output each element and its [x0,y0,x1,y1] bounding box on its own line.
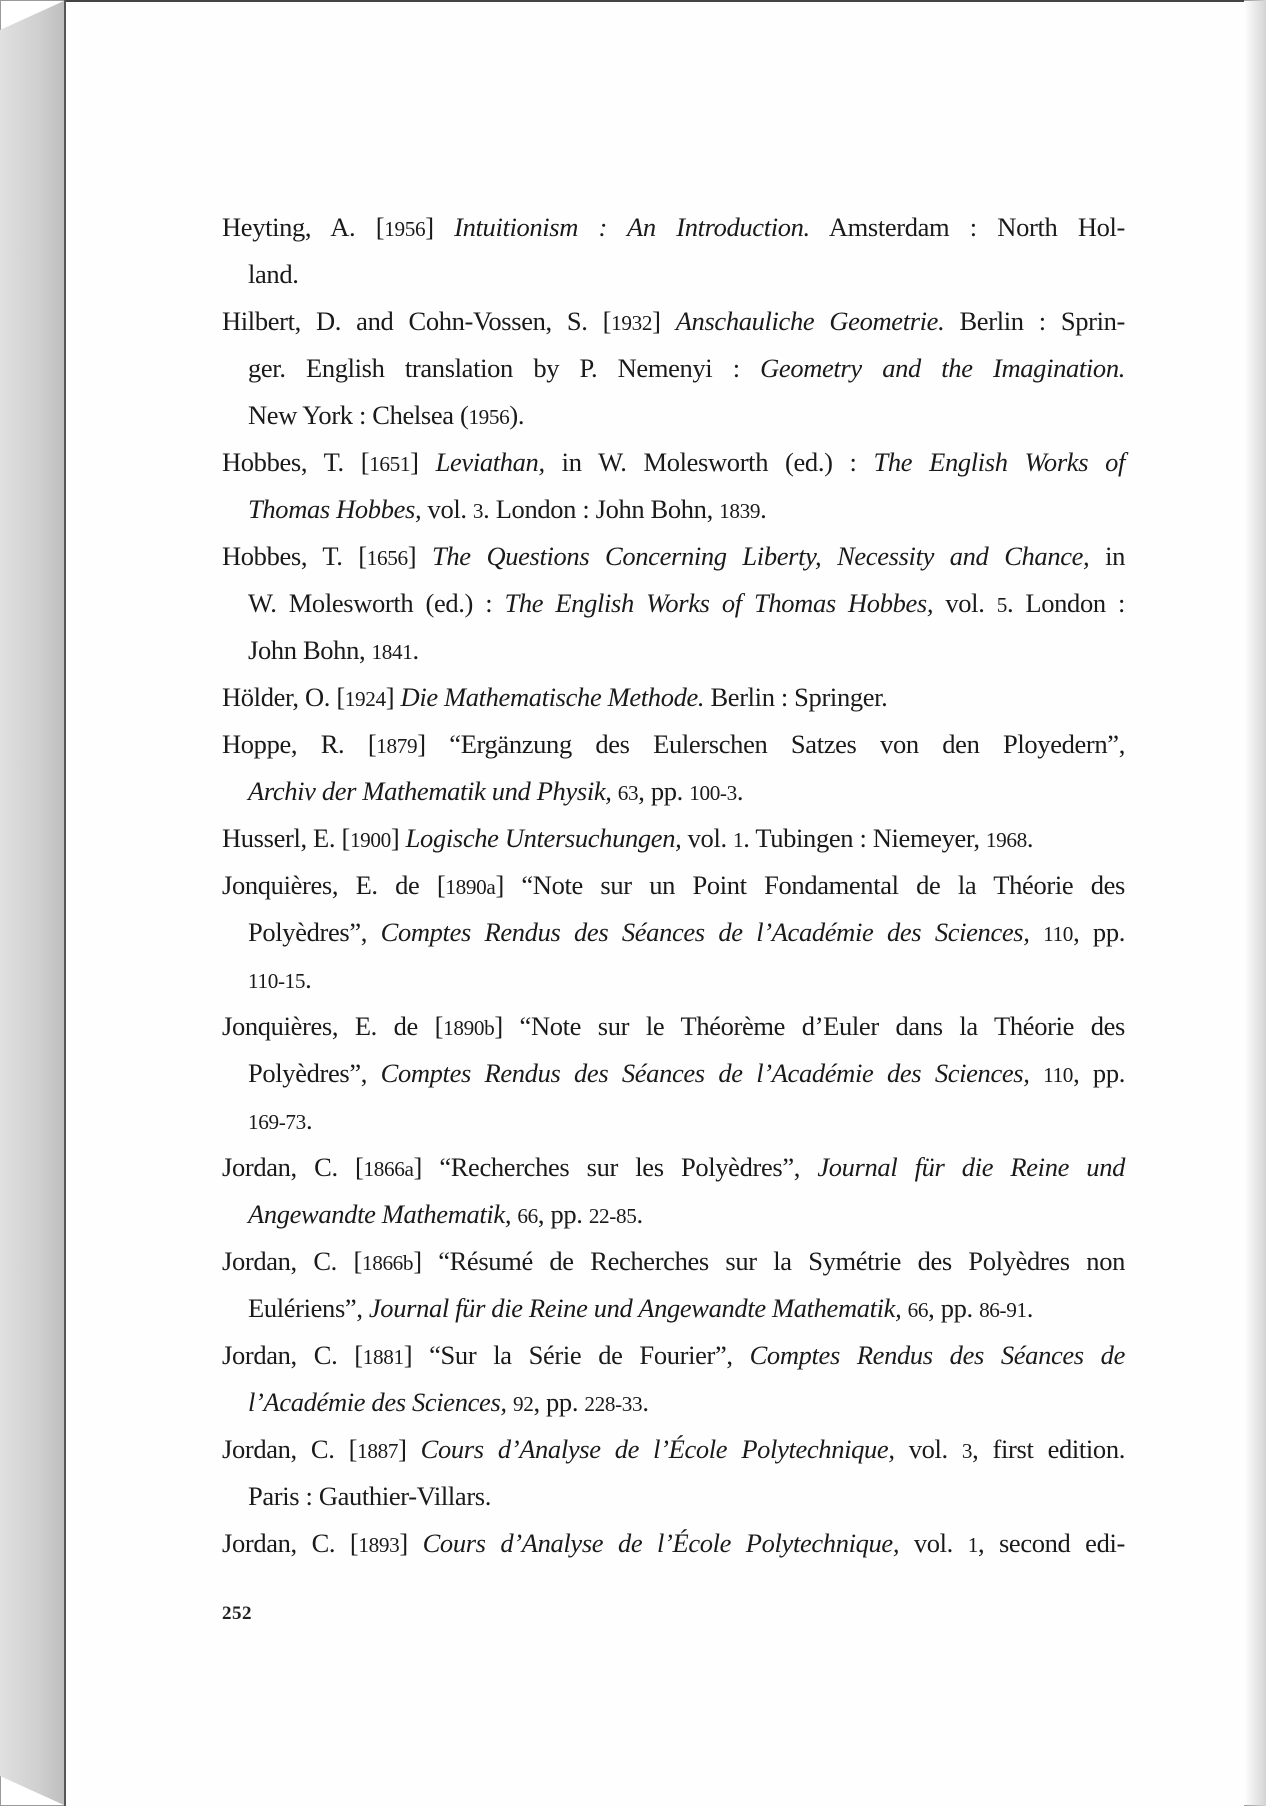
entry-text: Jordan, C. [ [222,1340,363,1370]
numeral-text: 1968 [985,828,1027,852]
numeral-text: 110-15 [248,969,306,993]
italic-title: Geometry and the Imagination. [760,353,1125,383]
bibliography-entry [222,533,1125,674]
entry-text: ] [390,823,406,853]
bibliography-entry [222,862,1125,1003]
entry-line [222,580,1125,627]
entry-line [222,627,1125,674]
entry-text: vol. [421,494,473,524]
entry-text: Jordan, C. [ [222,1434,358,1464]
entry-text: Jordan, C. [ [222,1528,359,1558]
entry-line [222,956,1125,1003]
entry-text: . [642,1387,649,1417]
italic-title: Comptes Rendus des Séances de l’Académie des Sciences, [380,917,1030,947]
entry-text: Eulériens”, [248,1293,369,1323]
entry-text: ] [398,1434,421,1464]
entry-text: , second edi- [977,1528,1125,1558]
entry-line [222,1097,1125,1144]
entry-text: . [636,1199,643,1229]
entry-text: , pp. [928,1293,980,1323]
numeral-text: 110 [1043,1063,1074,1087]
entry-line [222,1003,1125,1050]
italic-title: Anschauliche Geometrie. [675,306,945,336]
italic-title: The English Works of Thomas Hobbes, [504,588,934,618]
entry-text: . [412,635,419,665]
entry-line [222,1379,1125,1426]
entry-text: land. [248,259,299,289]
numeral-text: 1890a [445,875,496,899]
entry-text: , pp. [638,776,690,806]
bibliography-entry [222,1144,1125,1238]
numeral-text: 1924 [344,687,386,711]
entry-line [222,486,1125,533]
entry-text: W. Molesworth (ed.) : [248,588,505,618]
entry-text: . [1026,1293,1034,1323]
entry-text: . [736,776,744,806]
bibliography-entry [222,1238,1125,1332]
entry-text: ] [399,1528,423,1558]
italic-title: Angewandte Mathematik, [248,1199,512,1229]
page-edge-shadow [1244,0,1266,1806]
entry-text: John Bohn, [248,635,372,665]
entry-text: ] [652,306,676,336]
entry-text: ] [407,541,432,571]
entry-text: ] “Recherches sur les Polyèdres”, [413,1152,818,1182]
entry-text: Hilbert, D. and Cohn-Vossen, S. [ [222,306,612,336]
italic-title: The English Works of [873,447,1126,477]
entry-line [222,768,1125,815]
entry-text: Berlin : Sprin- [944,306,1126,336]
entry-text: vol. [899,1528,968,1558]
entry-text: , pp. [1073,1058,1125,1088]
entry-line [222,815,1125,862]
entry-text: Amsterdam : North Hol- [809,212,1126,242]
numeral-text: 66 [907,1298,929,1322]
italic-title: Cours d’Analyse de l’École Polytechnique, [420,1434,895,1464]
italic-title: Archiv der Mathematik und Physik, [248,776,612,806]
numeral-text: 1890b [443,1016,495,1040]
bibliography-entry [222,815,1125,862]
italic-title: Leviathan, [435,447,545,477]
entry-text: in [1089,541,1125,571]
book-spine [0,0,66,1806]
entry-text: . [305,964,312,994]
entry-text: Hobbes, T. [ [222,447,370,477]
bibliography-entry [222,298,1125,439]
bibliography-entry [222,674,1125,721]
numeral-text: 1866a [363,1157,414,1181]
entry-text: . Tubingen : Niemeyer, [743,823,986,853]
entry-line [222,204,1125,251]
numeral-text: 1656 [366,546,408,570]
entry-line [222,392,1125,439]
entry-text: vol. [933,588,997,618]
bibliography-entry [222,204,1125,298]
entry-text: Hölder, O. [ [222,682,345,712]
numeral-text: 92 [512,1392,534,1416]
entry-text: ). [509,400,525,430]
entry-text: Jordan, C. [ [222,1152,364,1182]
bibliography-entry [222,1003,1125,1144]
numeral-text: 1881 [362,1345,404,1369]
italic-title: Intuitionism : An Introduction. [454,212,810,242]
numeral-text: 86-91 [979,1298,1027,1322]
italic-title: Thomas Hobbes, [248,494,422,524]
entry-text: ] [410,447,436,477]
entry-line [222,1191,1125,1238]
entry-text: Polyèdres”, [248,1058,381,1088]
entry-line [222,251,1125,298]
numeral-text: 1839 [719,499,761,523]
numeral-text: 1956 [468,405,510,429]
entry-line [222,1426,1125,1473]
bibliography-list [222,204,1125,1567]
entry-text: Jonquières, E. de [ [222,1011,444,1041]
entry-text: Husserl, E. [ [222,823,350,853]
italic-title: The Questions Concerning Liberty, Necessity and Chance, [432,541,1090,571]
entry-line [222,862,1125,909]
numeral-text: 22-85 [588,1204,637,1228]
numeral-text: 3 [961,1439,973,1463]
entry-text: Jonquières, E. de [ [222,870,446,900]
entry-text: ] [425,212,455,242]
numeral-text: 1 [733,828,744,852]
entry-line [222,533,1125,580]
numeral-text: 1 [967,1533,978,1557]
entry-text [1030,917,1044,947]
bibliography-entry [222,1426,1125,1520]
italic-title: Die Mathematische Methode. [400,682,705,712]
entry-line [222,674,1125,721]
entry-line [222,909,1125,956]
entry-text: vol. [894,1434,962,1464]
italic-title: l’Académie des Sciences, [248,1387,507,1417]
entry-text: , pp. [1073,917,1125,947]
entry-text: ger. English translation by P. Nemenyi : [248,353,761,383]
entry-line [222,1285,1125,1332]
entry-line [222,721,1125,768]
italic-title: Journal für die Reine und [817,1152,1126,1182]
entry-text: Berlin : Springer. [704,682,888,712]
italic-title: Logische Untersuchungen, [405,823,682,853]
entry-text: Hobbes, T. [ [222,541,367,571]
entry-text [1030,1058,1044,1088]
numeral-text: 1866b [361,1251,414,1275]
numeral-text: 1651 [369,452,411,476]
numeral-text: 110 [1043,922,1074,946]
numeral-text: 1879 [376,734,418,758]
numeral-text: 1932 [611,311,653,335]
entry-text: Paris : Gauthier-Villars. [248,1481,492,1511]
entry-line [222,1144,1125,1191]
numeral-text: 228-33 [584,1392,643,1416]
numeral-text: 63 [617,781,639,805]
bibliography-entry [222,721,1125,815]
numeral-text: 169-73 [248,1110,306,1134]
entry-text: . [305,1105,313,1135]
numeral-text: 3 [472,499,484,523]
entry-line [222,1520,1125,1567]
entry-text: New York : Chelsea ( [248,400,469,430]
italic-title: Comptes Rendus des Séances de [749,1340,1125,1370]
entry-text: . [1026,823,1034,853]
entry-text: , first edition. [972,1434,1126,1464]
numeral-text: 1893 [358,1533,400,1557]
numeral-text: 100-3 [689,781,737,805]
entry-text: ] [385,682,401,712]
numeral-text: 1900 [349,828,391,852]
entry-line [222,1473,1125,1520]
entry-text: . London : [1006,588,1125,618]
entry-line [222,1050,1125,1097]
numeral-text: 1956 [384,217,426,241]
italic-title: Comptes Rendus des Séances de l’Académie des Sciences, [380,1058,1030,1088]
page-number: 252 [222,1603,252,1624]
entry-text: Jordan, C. [ [222,1246,362,1276]
bibliography-entry [222,1520,1125,1567]
entry-text: vol. [681,823,734,853]
italic-title: Journal für die Reine und Angewandte Mathematik, [368,1293,902,1323]
entry-text: in W. Molesworth (ed.) : [544,447,874,477]
entry-text: Polyèdres”, [248,917,381,947]
italic-title: Cours d’Analyse de l’École Polytechnique, [422,1528,900,1558]
entry-line [222,1332,1125,1379]
numeral-text: 5 [996,593,1007,617]
numeral-text: 1887 [357,1439,399,1463]
entry-line [222,439,1125,486]
entry-line [222,1238,1125,1285]
bibliography-entry [222,439,1125,533]
entry-text: Hoppe, R. [ [222,729,377,759]
entry-text: ] “Ergänzung des Eulerschen Satzes von den Ployedern”, [417,729,1125,759]
entry-text: ] “Sur la Série de Fourier”, [403,1340,750,1370]
entry-text: Heyting, A. [ [222,212,385,242]
entry-line [222,345,1125,392]
numeral-text: 1841 [371,640,413,664]
entry-text: ] “Résumé de Recherches sur la Symétrie des Polyèdres non [413,1246,1125,1276]
bibliography-entry [222,1332,1125,1426]
entry-text: . [760,494,767,524]
entry-line [222,298,1125,345]
entry-text: , pp. [533,1387,585,1417]
entry-text: , pp. [537,1199,589,1229]
entry-text: ] “Note sur le Théorème d’Euler dans la Théorie des [494,1011,1125,1041]
numeral-text: 66 [517,1204,538,1228]
entry-text: . London : John Bohn, [483,494,720,524]
entry-text: ] “Note sur un Point Fondamental de la Théorie des [495,870,1125,900]
